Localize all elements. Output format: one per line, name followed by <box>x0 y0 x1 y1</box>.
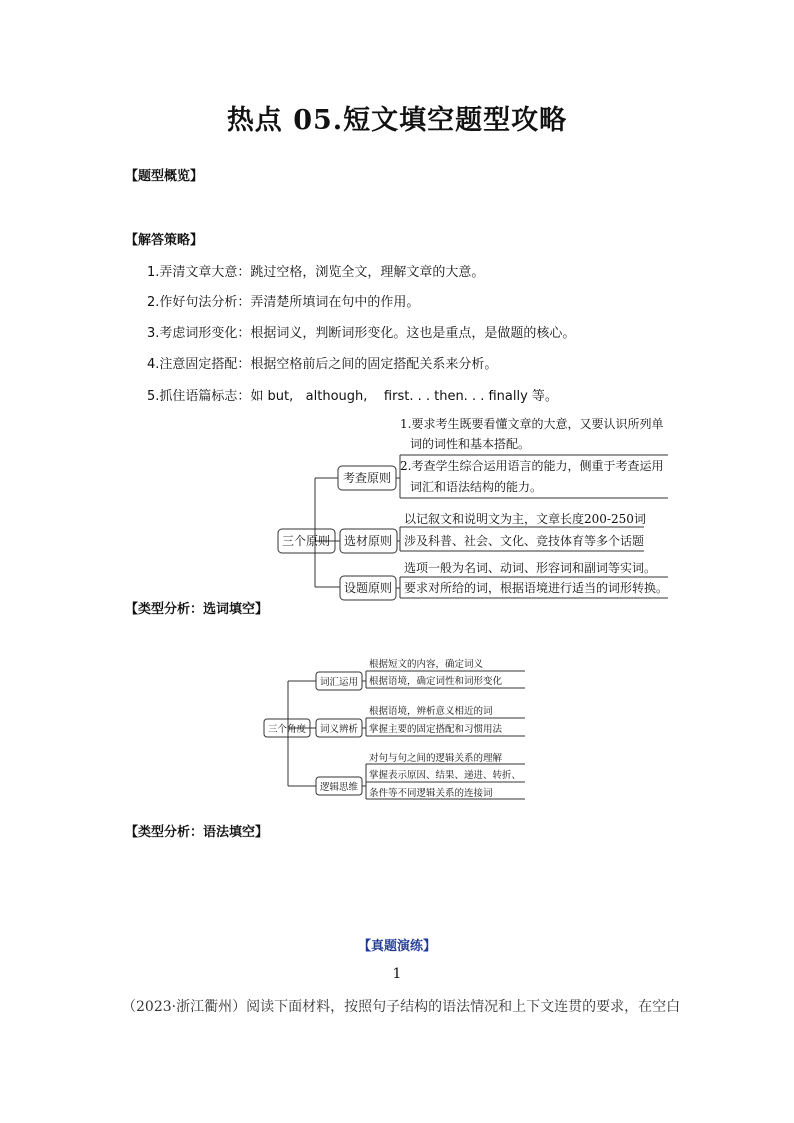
practice-heading: 【真题演练】 <box>357 939 436 954</box>
leaf-text: 条件等不同逻辑关系的连接词 <box>369 788 493 799</box>
leaf-text: 以记叙文和说明文为主，文章长度200-250词 <box>404 512 646 526</box>
leaf-text: 词的词性和基本搭配。 <box>410 437 531 451</box>
diagram-root-label: 三个角度 <box>267 724 307 735</box>
strategy-item: 5.抓住语篇标志：如 but, although, first. . . then. . . finally 等。 <box>147 389 558 404</box>
diagram-connector <box>315 478 340 587</box>
leaf-text: 2.考查学生综合运用语言的能力，侧重于考查运用 <box>400 459 664 473</box>
page-title: 热点 05.短文填空题型攻略 <box>226 105 568 136</box>
leaf-text: 对句与句之间的逻辑关系的理解 <box>369 753 503 764</box>
branch-label: 逻辑思维 <box>319 782 359 793</box>
branch-label: 词汇运用 <box>319 677 359 688</box>
branch-label: 选材原则 <box>343 534 393 548</box>
strategy-item: 4.注意固定搭配：根据空格前后之间的固定搭配关系来分析。 <box>147 357 498 372</box>
section-strategy-heading: 【解答策略】 <box>125 233 204 248</box>
strategy-item: 3.考虑词形变化：根据词义，判断词形变化。这也是重点，是做题的核心。 <box>147 326 576 341</box>
section-select-word-heading: 【类型分析：选词填空】 <box>125 602 269 617</box>
question-intro: （2023·浙江衢州）阅读下面材料，按照句子结构的语法情况和上下文连贯的要求，在空白 <box>122 999 681 1015</box>
leaf-text: 选项一般为名词、动词、形容词和副词等实词。 <box>404 561 657 575</box>
leaf-text: 词汇和语法结构的能力。 <box>410 480 543 494</box>
leaf-text: 掌握主要的固定搭配和习惯用法 <box>369 724 503 735</box>
leaf-text: 涉及科普、社会、文化、竞技体育等多个话题 <box>404 534 645 548</box>
leaf-text: 1.要求考生既要看懂文章的大意，又要认识所列单 <box>400 417 664 431</box>
question-number: 1 <box>392 966 402 982</box>
branch-label: 词义辨析 <box>319 724 359 735</box>
leaf-text: 根据语境，确定词性和词形变化 <box>369 676 503 687</box>
leaf-text: 要求对所给的词，根据语境进行适当的词形转换。 <box>404 581 669 595</box>
branch-label: 考查原则 <box>342 471 392 485</box>
strategy-item: 2.作好句法分析：弄清楚所填词在句中的作用。 <box>147 295 420 310</box>
section-overview-heading: 【题型概览】 <box>125 169 204 184</box>
branch-label: 设题原则 <box>343 581 393 595</box>
leaf-text: 根据语境，辨析意义相近的词 <box>369 706 493 717</box>
leaf-text: 掌握表示原因、结果、递进、转折、 <box>369 770 522 781</box>
diagram-root-label: 三个原则 <box>281 534 331 548</box>
strategy-item: 1.弄清文章大意：跳过空格，浏览全文，理解文章的大意。 <box>147 265 485 280</box>
leaf-text: 根据短文的内容，确定词义 <box>369 659 484 670</box>
section-grammar-fill-heading: 【类型分析：语法填空】 <box>125 825 269 840</box>
